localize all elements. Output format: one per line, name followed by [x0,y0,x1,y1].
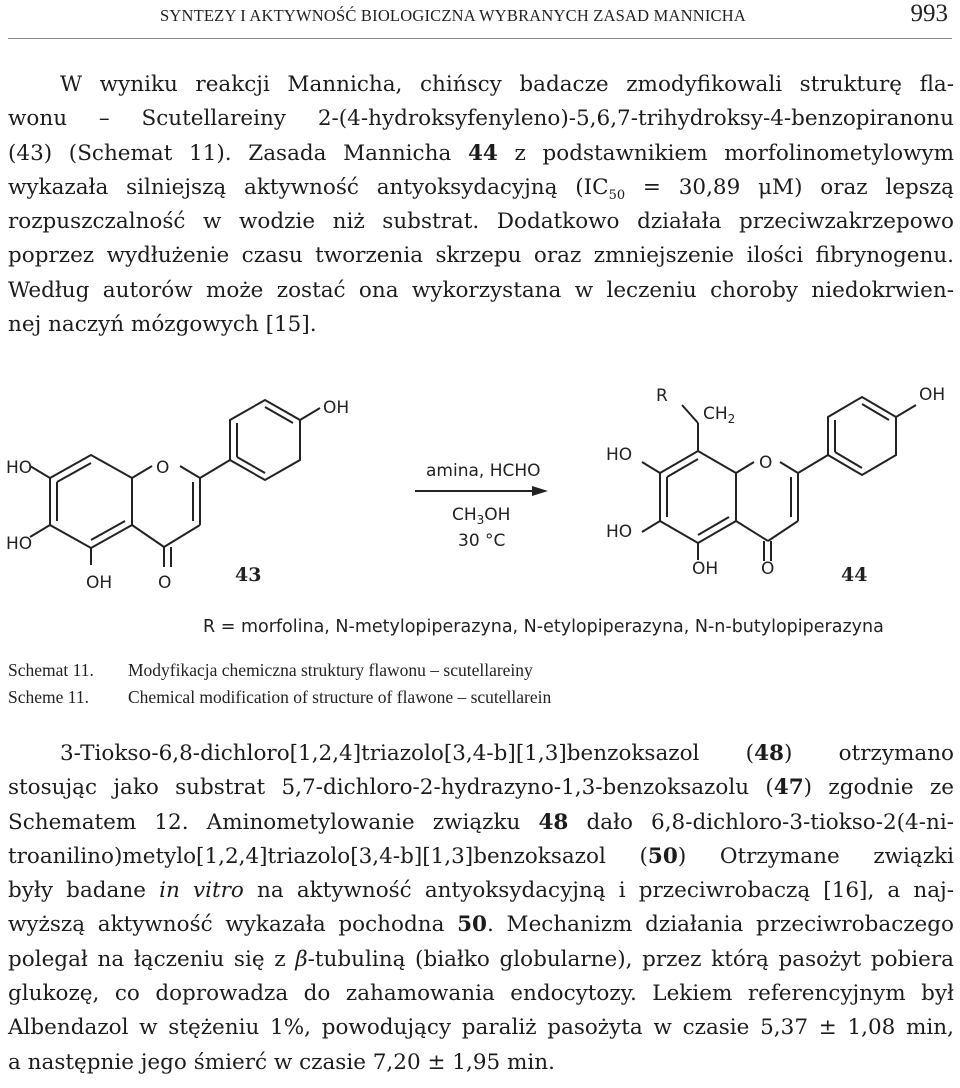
in-vitro-term: in vitro [159,878,244,904]
svg-text:HO: HO [6,534,33,554]
text-line: glukozę, co doprowadza do zahamowania endocytozy. Lekiem referencyjnym był [8,981,954,1007]
text-line: Według autorów może zostać ona wykorzystana w leczeniu choroby niedokrwien- [8,277,954,303]
compound-ref: 50 [647,843,678,869]
svg-text:O: O [156,458,170,478]
reagent-label: amina, HCHO [426,461,541,481]
compound-43-label: 43 [235,564,262,586]
caption-polish: Schemat 11. Modyfikacja chemiczna struktury flawonu – scutellareiny [8,660,533,680]
structure-43 [30,400,320,567]
running-title: SYNTEZY I AKTYWNOŚĆ BIOLOGICZNA WYBRANYCH ZASAD MANNICHA [160,6,746,25]
text-line: a następnie jego śmierć w czasie 7,20 ± 1,95 min. [8,1049,555,1075]
compound-ref: 47 [773,775,804,801]
text-line: Albendazol w stężeniu 1%, powodujący paraliż pasożyta w czasie 5,37 ± 1,08 min, [8,1015,954,1041]
text-line: wykazała silniejszą aktywność antyoksydacyjną ($IC_{50} = 30,89$ μM) oraz lepszą [8,174,954,203]
compound-44-label: 44 [841,564,868,586]
text-line: troanilino)metylo[1,2,4]triazolo[3,4-b][1,3]benzoksazol (50) Otrzymane związki [8,843,954,869]
running-header [8,0,952,39]
text-line: (43) (Schemat 11). Zasada Mannicha 44 z podstawnikiem morfolinometylowym [8,140,955,166]
text-line: rozpuszczalność w wodzie niż substrat. Dodatkowo działała przeciwzakrzepowo [8,209,954,235]
compound-ref: 48 [754,741,784,766]
compound-ref: 44 [467,140,498,166]
svg-text:O: O [759,453,773,473]
temperature-label: 30 °C [458,531,506,551]
compound-ref: 48 [538,809,569,835]
text-line: 3-Tiokso-6,8-dichloro[1,2,4]triazolo[3,4-b][1,3]benzoksazol (48) otrzymano [60,741,954,766]
svg-text:R: R [656,386,668,406]
reaction-scheme [0,375,960,645]
scheme-captions [8,657,551,711]
text-line: nej naczyń mózgowych [15]. [8,312,317,338]
text-line: stosując jako substrat 5,7-dichloro-2-hydrazyno-1,3-benzoksazolu (47) zgodnie ze [8,775,954,801]
svg-text:HO: HO [606,522,633,542]
svg-text:HO: HO [6,458,33,478]
svg-text:CH2: $CH_2$ [703,404,736,426]
reaction-arrow [415,461,548,551]
r-definition: R = morfolina, N-metylopiperazyna, N-etylopiperazyna, N-n-butylopiperazyna [203,617,884,637]
text-line: polegał na łączeniu się z β-tubuliną (białko globularne), przez którą pasożyt pobiera [8,946,955,972]
compound-ref: 50 [457,912,488,938]
solvent-label: $CH_3OH$ [452,505,511,527]
text-line: były badane in vitro na aktywność antyoksydacyjną i przeciwrobaczą [16], a naj- [8,878,954,904]
svg-text:OH: OH [86,573,113,593]
paragraph-triazolobenzoxazole [8,737,954,1080]
text-line: poprzez wydłużenie czasu tworzenia skrzepu oraz zmniejszenie ilości fibrynogenu. [8,243,954,269]
svg-text:O: O [761,559,775,579]
svg-text:O: O [158,573,172,593]
text-line: Schematem 12. Aminometylowanie związku 48 dało 6,8-dichloro-3-tiokso-2(4-ni- [8,809,954,835]
caption-english: Scheme 11. Chemical modification of structure of flawone – scutellarein [8,687,552,707]
text-line: wonu – Scutellareiny 2-(4-hydroksyfenyleno)-5,6,7-trihydroksy-4-benzopiranonu [8,106,954,132]
svg-text:OH: OH [692,559,719,579]
beta-symbol: β [295,946,308,972]
text-line: wyższą aktywność wykazała pochodna 50. Mechanizm działania przeciwrobaczego [8,912,954,938]
text-line: W wyniku reakcji Mannicha, chińscy badacze zmodyfikowali strukturę fla- [60,72,954,97]
svg-text:HO: HO [606,445,633,465]
paragraph-scutellarein [8,68,954,342]
svg-text:OH: OH [919,385,946,405]
page-number: 993 [910,0,948,27]
svg-text:OH: OH [323,398,350,418]
structure-44 [642,397,916,561]
